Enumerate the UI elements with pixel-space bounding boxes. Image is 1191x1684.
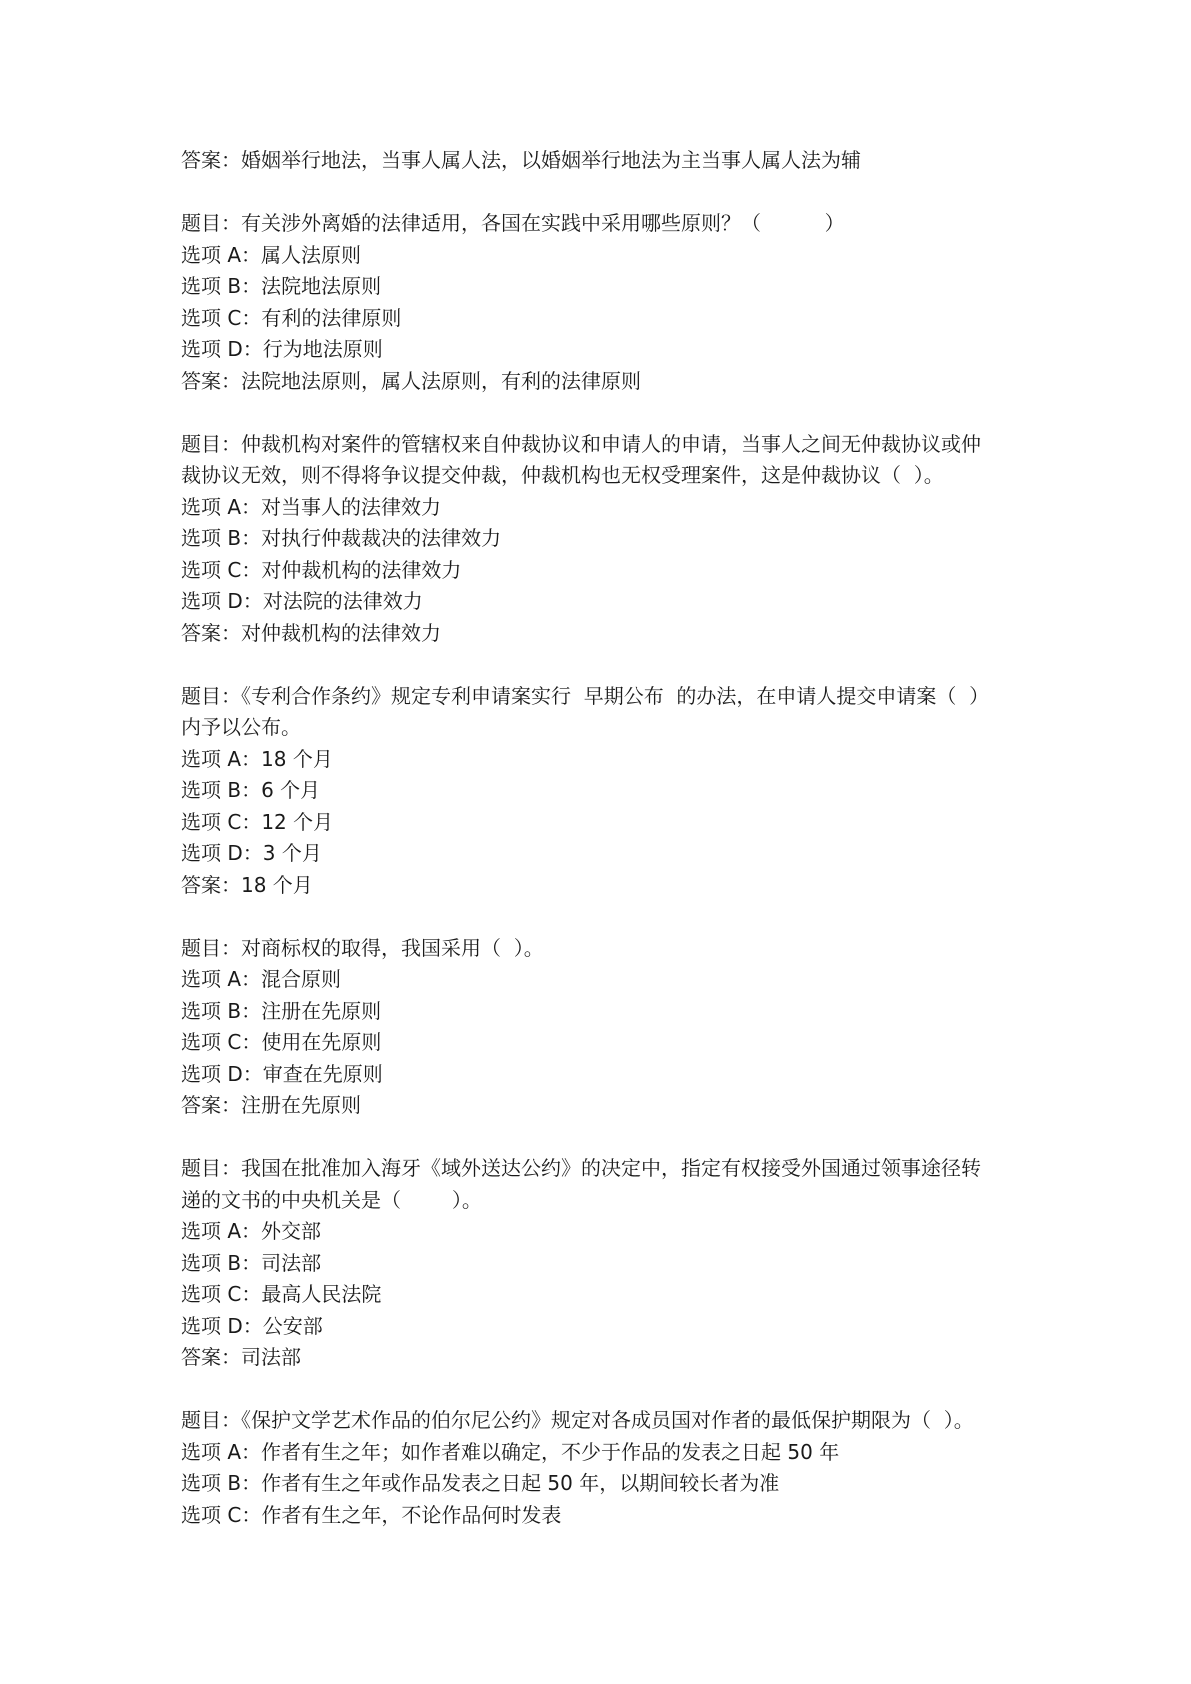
option-line: 选项 A：外交部: [181, 1219, 322, 1243]
option-line: 选项 C：最高人民法院: [181, 1282, 382, 1306]
answer-line: 答案：对仲裁机构的法律效力: [181, 620, 441, 645]
question-title-line: 裁协议无效，则不得将争议提交仲裁，仲裁机构也无权受理案件，这是仲裁协议（ ）。: [181, 463, 944, 487]
option-line: 选项 B：法院地法原则: [181, 274, 382, 298]
option-line: 选项 A：属人法原则: [181, 242, 362, 267]
question-title: 题目：对商标权的取得，我国采用（ ）。: [181, 935, 544, 960]
option-line: 选项 C：使用在先原则: [181, 1030, 382, 1054]
lead-answer-block: [181, 145, 1021, 177]
answer-line: 答案：法院地法原则，属人法原则，有利的法律原则: [181, 368, 641, 393]
question-title-line: 题目：我国在批准加入海牙《域外送达公约》的决定中，指定有权接受外国通过领事途径转: [181, 1156, 981, 1180]
question-block: [181, 1153, 1021, 1374]
option-line: 选项 A：对当事人的法律效力: [181, 494, 442, 519]
option-line: 选项 B：司法部: [181, 1250, 322, 1275]
option-line: 选项 A：作者有生之年；如作者难以确定，不少于作品的发表之日起 50 年: [181, 1439, 840, 1464]
option-line: 选项 C：作者有生之年，不论作品何时发表: [181, 1502, 562, 1527]
option-line: 选项 B：作者有生之年或作品发表之日起 50 年，以期间较长者为准: [181, 1471, 780, 1495]
option-line: 选项 D：公安部: [181, 1313, 323, 1338]
option-line: 选项 D：3 个月: [181, 841, 322, 865]
question-title: 题目：《保护文学艺术作品的伯尔尼公约》规定对各成员国对作者的最低保护期限为（ ）。: [181, 1408, 974, 1432]
option-line: 选项 B：注册在先原则: [181, 998, 382, 1023]
question-title: 题目：有关涉外离婚的法律适用，各国在实践中采用哪些原则？（ ）: [181, 211, 845, 235]
answer-line: 答案：婚姻举行地法，当事人属人法，以婚姻举行地法为主当事人属人法为辅: [181, 148, 861, 172]
question-title-line: 内予以公布。: [181, 715, 301, 739]
answer-line: 答案：18 个月: [181, 872, 313, 897]
option-line: 选项 D：对法院的法律效力: [181, 589, 423, 613]
document-page: [181, 145, 1021, 1531]
option-line: 选项 C：有利的法律原则: [181, 305, 402, 330]
option-line: 选项 C：对仲裁机构的法律效力: [181, 557, 462, 582]
question-block: [181, 1405, 1021, 1531]
question-title-line: 题目：仲裁机构对案件的管辖权来自仲裁协议和申请人的申请，当事人之间无仲裁协议或仲: [181, 431, 981, 456]
question-block: [181, 933, 1021, 1122]
question-block: [181, 208, 1021, 397]
answer-line: 答案：注册在先原则: [181, 1093, 361, 1117]
question-title-line: 递的文书的中央机关是（ ）。: [181, 1187, 482, 1212]
answer-line: 答案：司法部: [181, 1345, 301, 1369]
option-line: 选项 D：行为地法原则: [181, 337, 383, 361]
option-line: 选项 A：18 个月: [181, 746, 333, 771]
option-line: 选项 D：审查在先原则: [181, 1061, 383, 1086]
question-title-line: 题目：《专利合作条约》规定专利申请案实行 早期公布 的办法，在申请人提交申请案（ ）: [181, 683, 990, 708]
question-block: [181, 429, 1021, 650]
option-line: 选项 B：对执行仲裁裁决的法律效力: [181, 526, 502, 550]
option-line: 选项 C：12 个月: [181, 809, 334, 834]
option-line: 选项 B：6 个月: [181, 778, 321, 802]
option-line: 选项 A：混合原则: [181, 967, 342, 991]
question-block: [181, 681, 1021, 902]
